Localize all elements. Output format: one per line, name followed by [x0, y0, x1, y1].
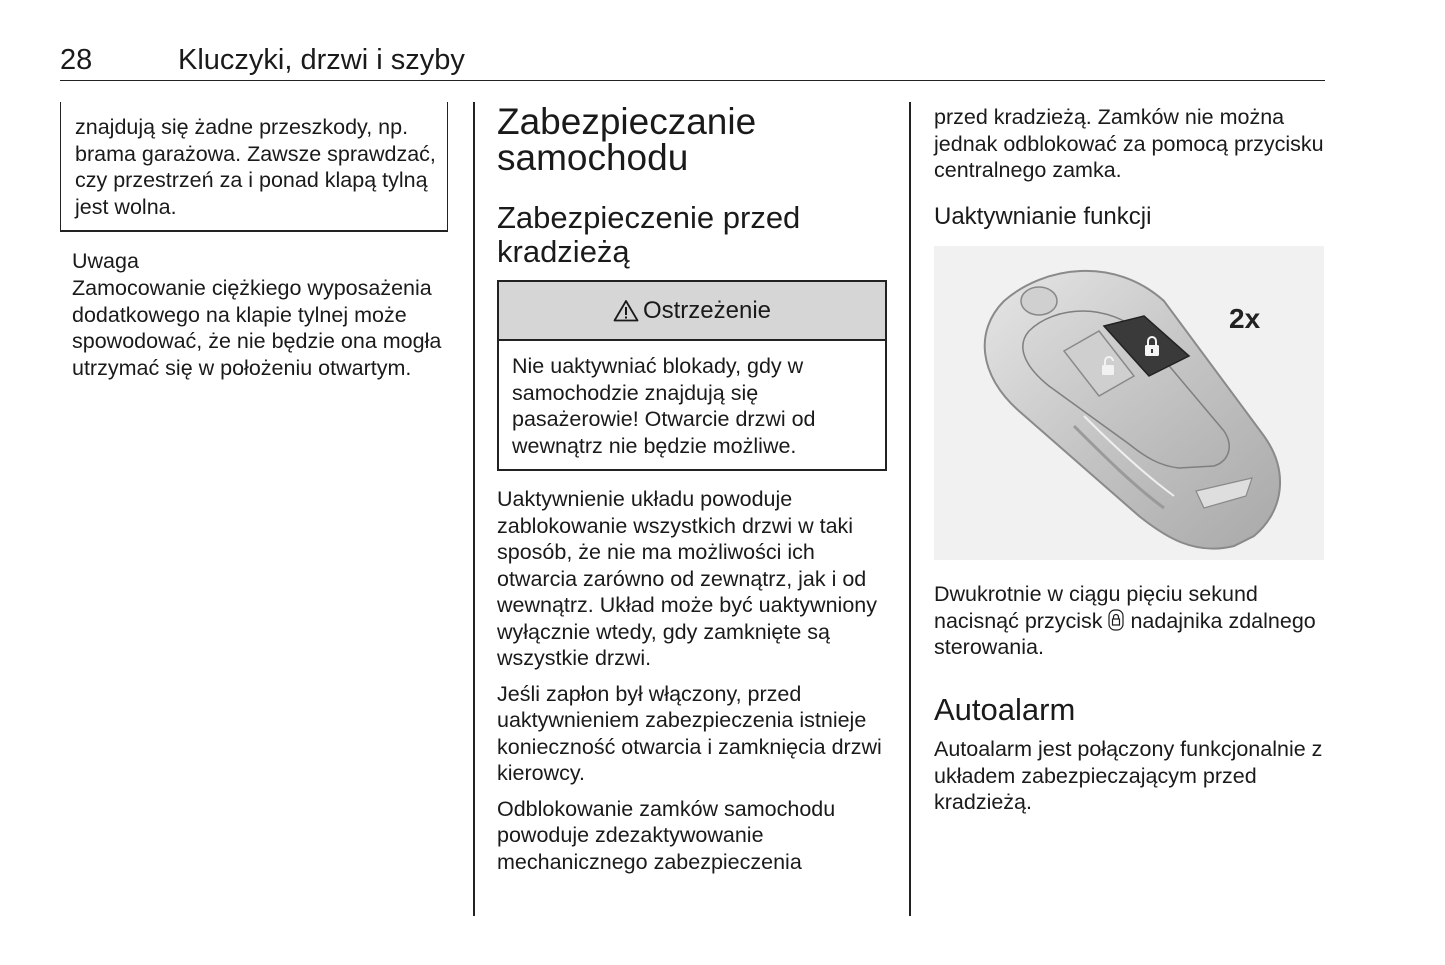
autoalarm-title: Autoalarm: [934, 692, 1076, 727]
remote-key-illustration: [934, 246, 1324, 560]
caption-text-end: nadajnika zdalnego sterowania.: [934, 608, 1316, 659]
section-title: Zabezpieczanie samochodu: [497, 101, 757, 178]
column-divider-left: [473, 102, 475, 916]
press-count-label: 2x: [1229, 303, 1261, 334]
page-number: 28: [60, 44, 93, 76]
subsection-title: Zabezpieczenie przed kradzieżą: [497, 200, 801, 269]
remote-key-figure: [934, 246, 1324, 560]
caption-text: Dwukrotnie w ciągu pięciu sekund nacisnąć przycisk: [934, 582, 1258, 633]
antitheft-description: [497, 486, 892, 884]
continued-caution-box: znajdują się żadne przeszkody, np. brama garażowa. Zawsze sprawdzać, czy przestrzeń za i ponad klapą tylną jest wolna.: [60, 102, 448, 232]
column-divider-right: [909, 102, 911, 916]
paragraph: Jeśli zapłon był włączony, przed uaktywnieniem zabezpieczenia istnieje konieczność otwarcia i zamknięcia drzwi kierowcy.: [497, 681, 882, 785]
warning-header: [499, 282, 885, 341]
warning-title: Ostrzeżenie: [642, 296, 772, 324]
continued-text: przed kradzieżą. Zamków nie można jednak odblokować za pomocą przycisku centralnego zamka.: [934, 105, 1324, 182]
paragraph: Odblokowanie zamków samochodu powoduje zdezaktywowanie mechanicznego zabezpieczenia: [497, 796, 836, 874]
header-rule: [60, 80, 1325, 81]
activation-subheading: Uaktywnianie funkcji: [934, 203, 1152, 230]
warning-text: Nie uaktywniać blokady, gdy w samochodzie znajdują się pasażerowie! Otwarcie drzwi od wewnątrz nie będzie możliwe.: [512, 354, 816, 458]
autoalarm-text: Autoalarm jest połączony funkcjonalnie z układem zabezpieczającym przed kradzieżą.: [934, 737, 1323, 814]
note-heading: Uwaga: [72, 249, 139, 273]
paragraph: Uaktywnienie układu powoduje zablokowanie wszystkich drzwi w taki sposób, że nie ma możliwości ich otwarcia zarówno od zewnątrz, jak i od wewnątrz. Układ może być uaktywniony wyłącznie wtedy, gdy zamknięte są wszystkie drzwi.: [497, 487, 877, 670]
warning-triangle-icon: [613, 299, 639, 322]
warning-box: [497, 280, 887, 471]
figure-caption: [934, 581, 1334, 661]
chapter-title: Kluczyki, drzwi i szyby: [178, 44, 465, 76]
lock-icon: [1108, 609, 1124, 631]
note-text: Zamocowanie ciężkiego wyposażenia dodatkowego na klapie tylnej może spowodować, że nie będzie ona mogła utrzymać się w położeniu otwartym.: [72, 276, 442, 380]
